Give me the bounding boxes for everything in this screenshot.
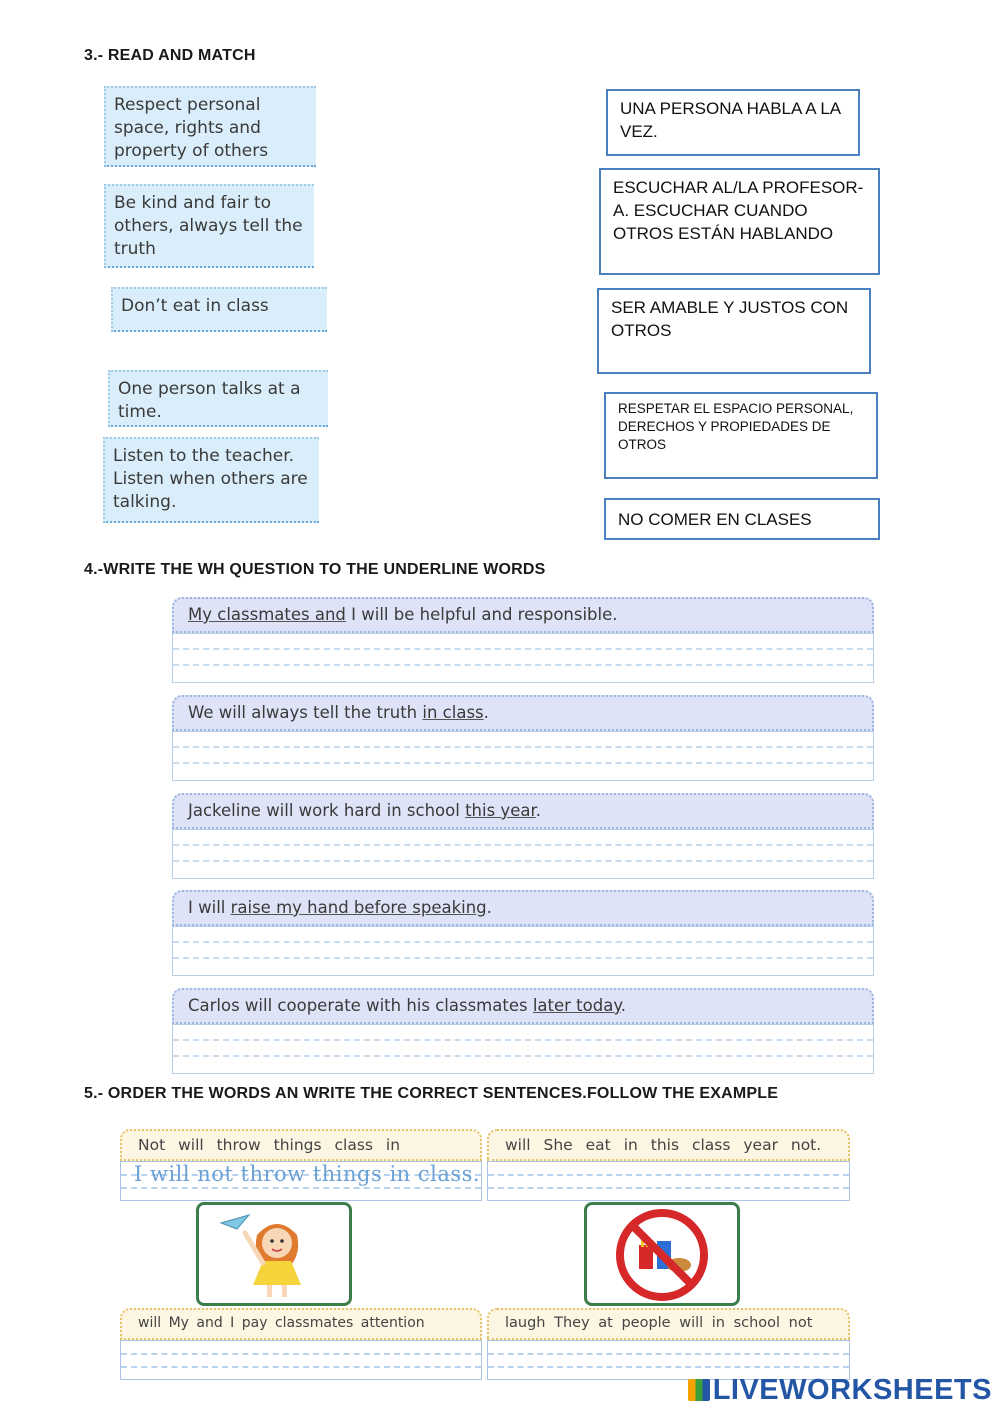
section-4-heading: 4.-WRITE THE WH QUESTION TO THE UNDERLINE WORDS [84, 561, 546, 578]
sentence-prompt: Carlos will cooperate with his classmates later today. [172, 988, 874, 1024]
order-words-item [487, 1308, 850, 1380]
sentence-prompt: My classmates and I will be helpful and responsible. [172, 597, 874, 633]
wh-answer-input-1[interactable] [179, 638, 869, 678]
answer-lines [172, 926, 874, 976]
wh-question-item [172, 793, 874, 879]
logo-icon [688, 1379, 710, 1401]
scrambled-words: will She eat in this class year not. [487, 1129, 850, 1161]
english-rule-3[interactable]: Don’t eat in class [111, 287, 327, 332]
english-rule-4[interactable]: One person talks at a time. [108, 370, 328, 427]
girl-paper-plane-illustration [196, 1202, 352, 1306]
sentence-prompt: We will always tell the truth in class. [172, 695, 874, 731]
wh-answer-input-5[interactable] [179, 1029, 869, 1069]
section-3-heading: 3.- READ AND MATCH [84, 47, 256, 64]
wh-question-item [172, 695, 874, 781]
sentence-prompt: Jackeline will work hard in school this year. [172, 793, 874, 829]
answer-lines [172, 829, 874, 879]
answer-lines [172, 1024, 874, 1074]
english-rule-5[interactable]: Listen to the teacher. Listen when others are talking. [103, 437, 319, 523]
example-answer: I will not throw things in class. [134, 1162, 481, 1186]
scrambled-words: laugh They at people will in school not [487, 1308, 850, 1340]
spanish-match-4[interactable]: RESPETAR EL ESPACIO PERSONAL, DERECHOS Y PROPIEDADES DE OTROS [604, 392, 878, 479]
scrambled-words: Not will throw things class in [120, 1129, 482, 1161]
liveworksheets-logo: LIVEWORKSHEETS [688, 1374, 992, 1407]
order-words-item [120, 1129, 482, 1201]
girl-icon [199, 1205, 349, 1303]
spanish-match-2[interactable]: ESCUCHAR AL/LA PROFESOR-A. ESCUCHAR CUANDO OTROS ESTÁN HABLANDO [599, 168, 880, 275]
spanish-match-1[interactable]: UNA PERSONA HABLA A LA VEZ. [606, 89, 860, 156]
sentence-prompt: I will raise my hand before speaking. [172, 890, 874, 926]
order-words-item [120, 1308, 482, 1380]
spanish-match-3[interactable]: SER AMABLE Y JUSTOS CON OTROS [597, 288, 871, 374]
no-food-sign-illustration [584, 1202, 740, 1306]
wh-answer-input-3[interactable] [179, 834, 869, 874]
spanish-match-5[interactable]: NO COMER EN CLASES [604, 498, 880, 540]
wh-question-item [172, 988, 874, 1074]
no-food-icon [587, 1205, 737, 1303]
scrambled-words: will My and I pay classmates attention [120, 1308, 482, 1340]
wh-answer-input-4[interactable] [179, 931, 869, 971]
answer-lines [172, 633, 874, 683]
wh-answer-input-2[interactable] [179, 736, 869, 776]
order-answer-input-2[interactable] [493, 1164, 844, 1200]
order-words-item [487, 1129, 850, 1201]
english-rule-1[interactable]: Respect personal space, rights and property of others [104, 86, 316, 167]
order-answer-input-3[interactable] [126, 1343, 476, 1379]
answer-lines [172, 731, 874, 781]
section-5-heading: 5.- ORDER THE WORDS AN WRITE THE CORRECT SENTENCES.FOLLOW THE EXAMPLE [84, 1085, 779, 1102]
wh-question-item [172, 597, 874, 683]
english-rule-2[interactable]: Be kind and fair to others, always tell the truth [104, 184, 314, 268]
wh-question-item [172, 890, 874, 976]
